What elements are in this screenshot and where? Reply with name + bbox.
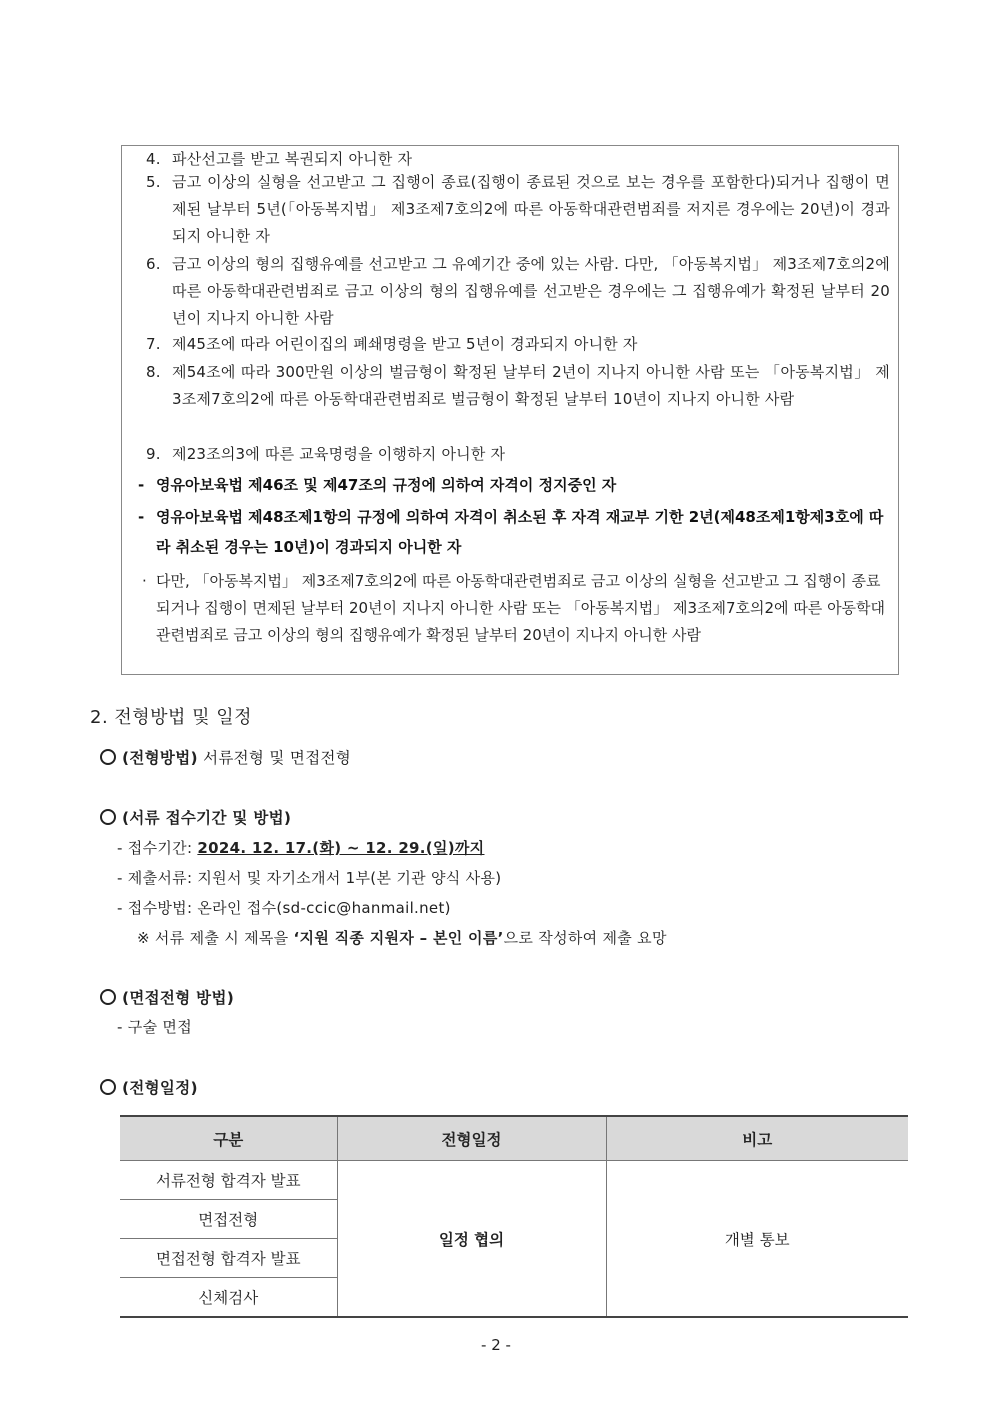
table-cell: 면접전형 합격자 발표 [120,1239,337,1278]
table-header: 비고 [606,1116,908,1161]
interview-line: - 구술 면접 [117,1018,193,1036]
revocation-clause: - 영유아보육법 제48조제1항의 규정에 의하여 자격이 취소된 후 자격 재교부 기한 2년(제48조제1항제3호에 따라 취소된 경우는 10년)이 경과되지 아니한 자 [138,508,884,556]
table-header: 구분 [120,1116,337,1161]
period-value: 2024. 12. 17.(화) ~ 12. 29.(일)까지 [197,839,485,857]
list-item: 8. 제54조에 따라 300만원 이상의 벌금형이 확정된 날부터 2년이 지나지 아니한 사람 또는 「아동복지법」 제3조제7호의2에 따른 아동학대관련범죄로 벌금형이 확정된 날부터 10년이 지나지 아니한 사람 [146,363,890,408]
note-value-cell: 개별 통보 [606,1161,908,1318]
list-item: 4. 파산선고를 받고 복권되지 아니한 자 [146,150,413,168]
docs-heading: (서류 접수기간 및 방법) [100,806,291,828]
submit-method-line: - 접수방법: 온라인 접수(sd-ccic@hanmail.net) [117,899,451,917]
table-cell: 서류전형 합격자 발표 [120,1161,337,1200]
suspension-clause: - 영유아보육법 제46조 및 제47조의 규정에 의하여 자격이 정지중인 자 [138,476,617,494]
submit-docs-line: - 제출서류: 지원서 및 자기소개서 1부(본 기관 양식 사용) [117,869,502,887]
table-cell: 면접전형 [120,1200,337,1239]
schedule-heading: (전형일정) [100,1076,198,1098]
list-item: 9. 제23조의3에 따른 교육명령을 이행하지 아니한 자 [146,445,506,463]
table-cell: 신체검사 [120,1278,337,1318]
interview-heading: (면접전형 방법) [100,986,234,1008]
list-item: 5. 금고 이상의 실형을 선고받고 그 집행이 종료(집행이 종료된 것으로 보는 경우를 포함한다)되거나 집행이 면제된 날부터 5년(「아동복지법」 제3조제7호의2에 따른 아동학대관련범죄를 저지른 경우에는 20년)이 경과되지 아니한 자 [146,173,890,245]
list-item: 7. 제45조에 따라 어린이집의 폐쇄명령을 받고 5년이 경과되지 아니한 자 [146,335,638,353]
method-heading: (전형방법) 서류전형 및 면접전형 [100,746,351,768]
page-number: - 2 - [481,1336,511,1354]
disqualification-box [121,145,899,675]
exception-note: · 다만, 「아동복지법」 제3조제7호의2에 따른 아동학대관련범죄로 금고 이상의 실형을 선고받고 그 집행이 종료되거나 집행이 면제된 날부터 20년이 지나지 아니한 사람 또는 「아동복지법」 제3조제7호의2에 따른 아동학대관련범죄로 금고 이상의 형의 집행유예가 확정된 날부터 20년이 지나지 아니한 사람 [142,572,886,644]
table-header: 전형일정 [337,1116,606,1161]
circle-bullet-icon [100,989,116,1005]
section-title: 2. 전형방법 및 일정 [90,707,253,728]
period-line: - 접수기간: 2024. 12. 17.(화) ~ 12. 29.(일)까지 [117,839,485,857]
schedule-value-cell: 일정 협의 [337,1161,606,1318]
circle-bullet-icon [100,1079,116,1095]
list-item: 6. 금고 이상의 형의 집행유예를 선고받고 그 유예기간 중에 있는 사람. 다만, 「아동복지법」 제3조제7호의2에 따른 아동학대관련범죄로 금고 이상의 형의 집행유예를 선고받은 경우에는 그 집행유예가 확정된 날부터 20년이 지나지 아니한 사람 [146,255,890,327]
circle-bullet-icon [100,749,116,765]
table-row [120,1161,908,1200]
schedule-table [120,1115,908,1318]
remark-line: ※ 서류 제출 시 제목을 ‘지원 직종 지원자 – 본인 이름’으로 작성하여 제출 요망 [137,929,667,947]
table-header-row [120,1116,908,1161]
circle-bullet-icon [100,809,116,825]
